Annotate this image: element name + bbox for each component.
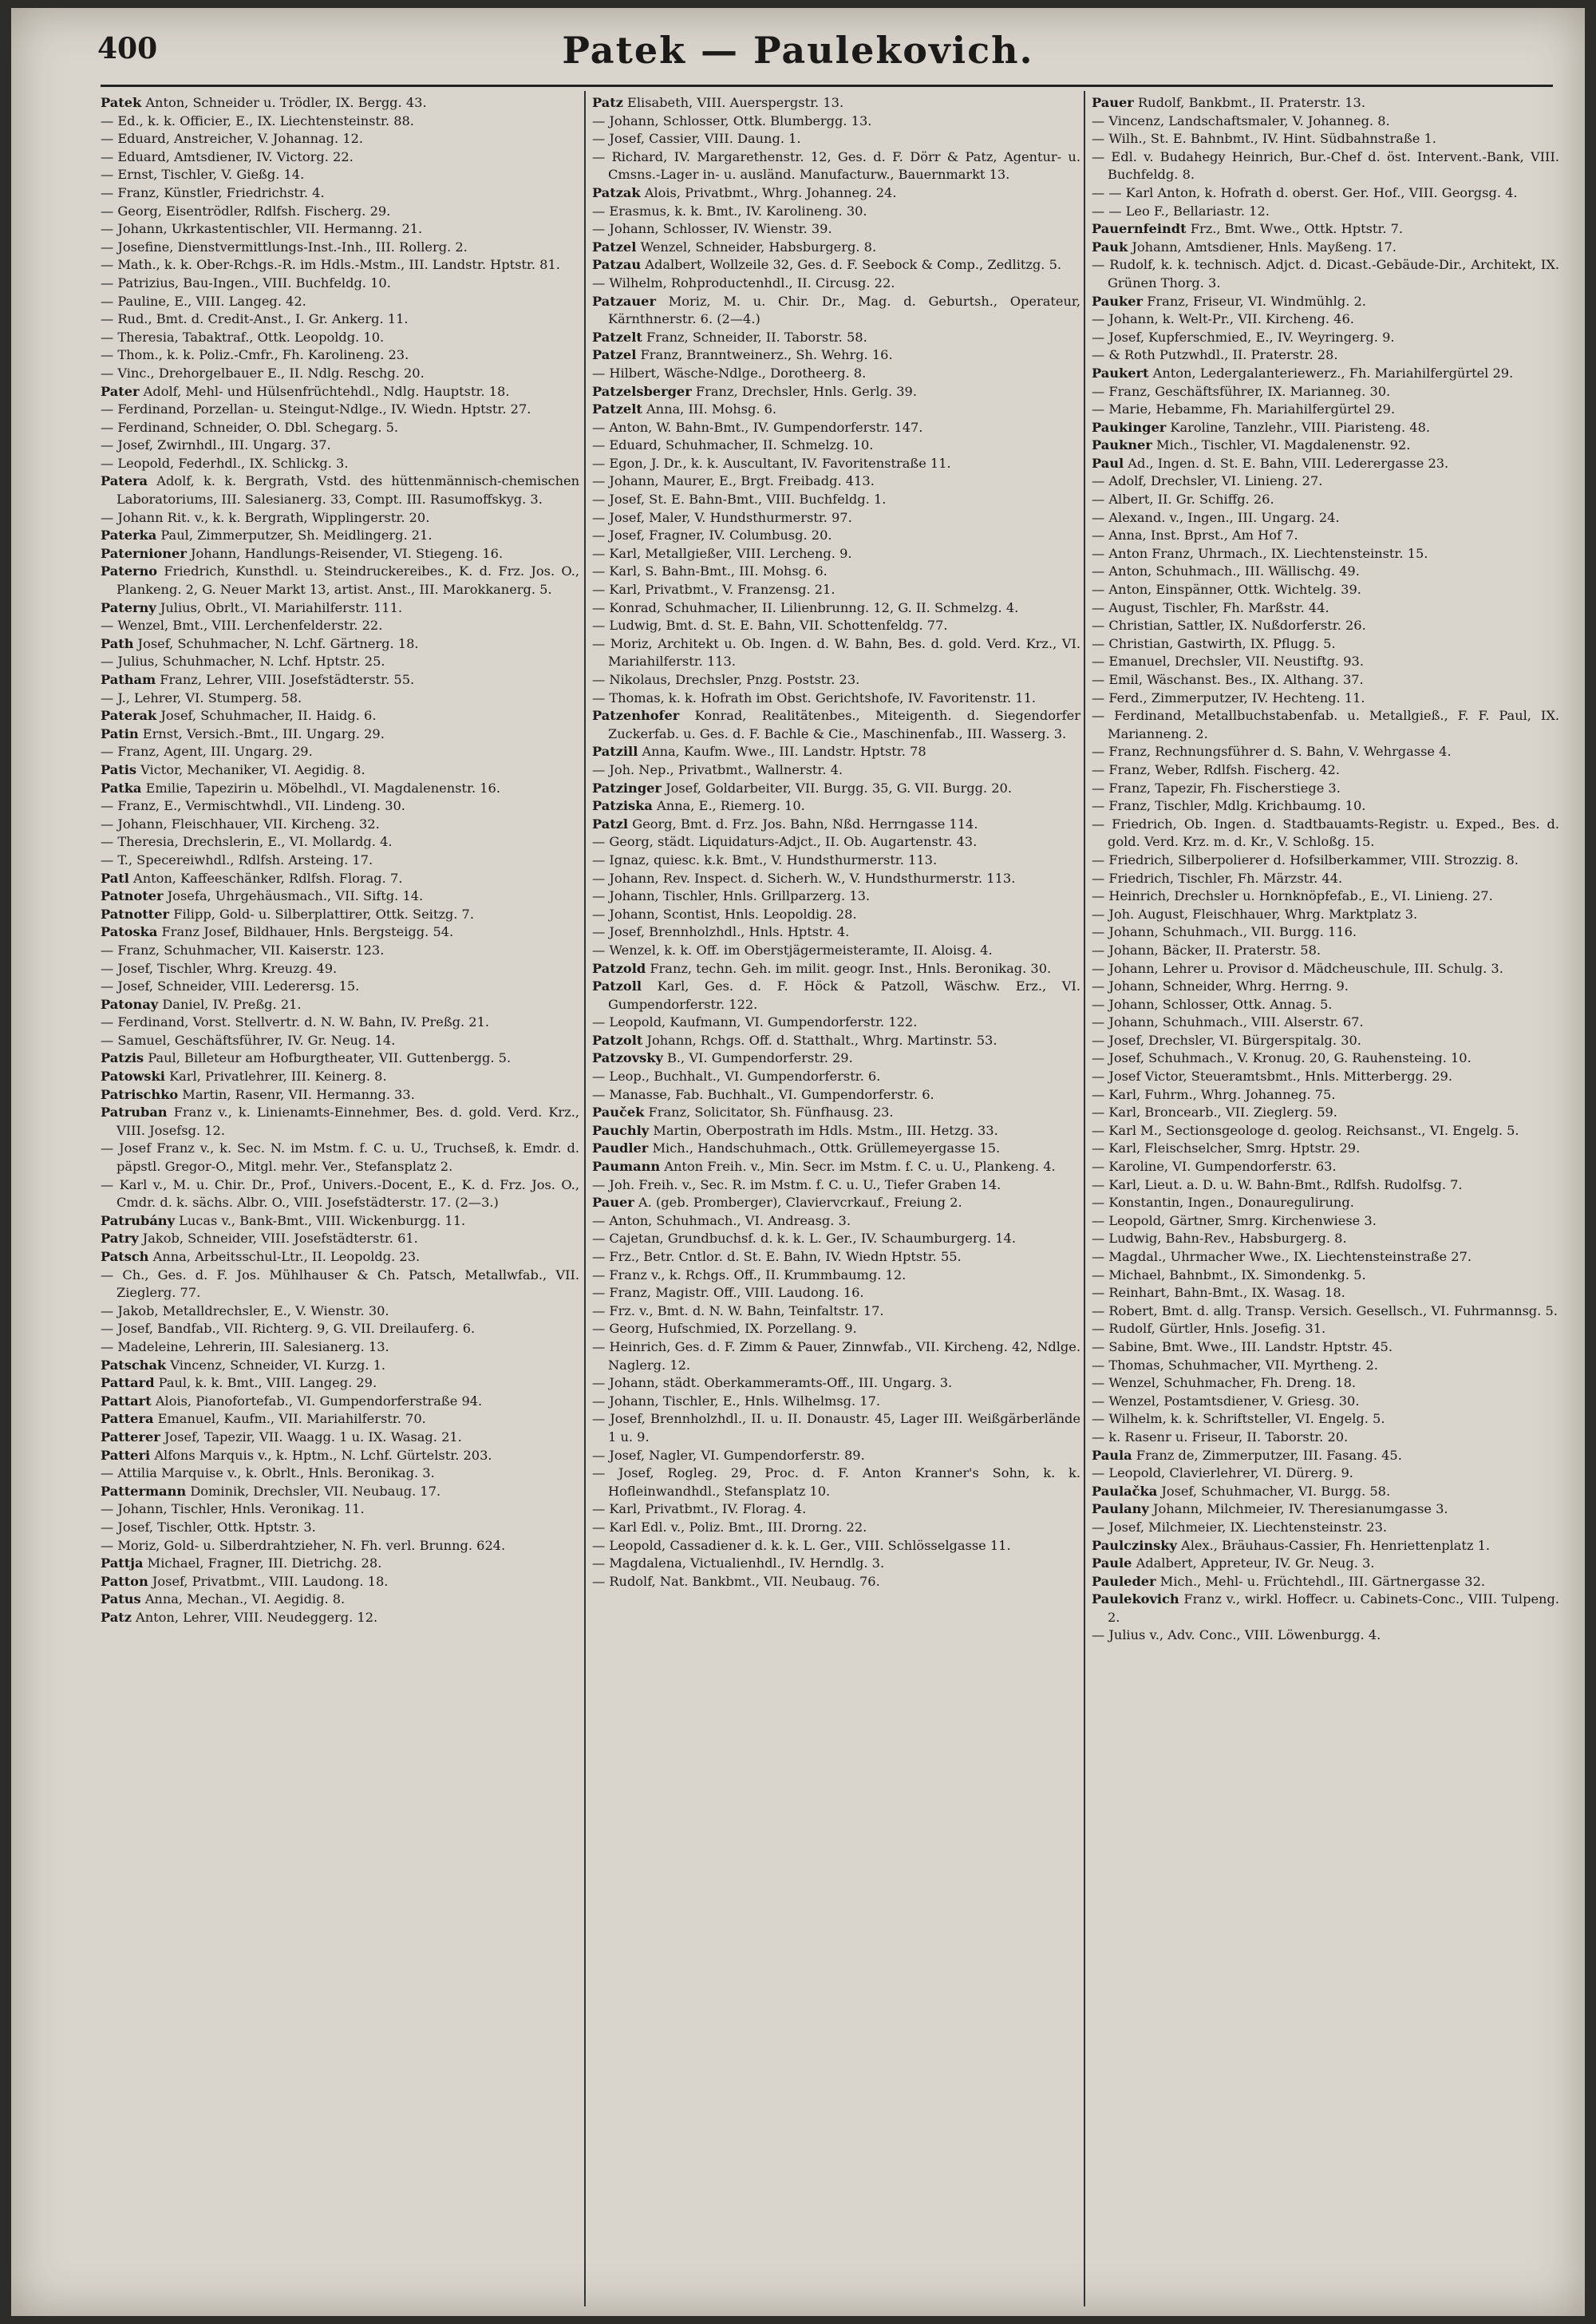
directory-entry: — Johann, Schlosser, Ottk. Blumbergg. 13. — [592, 113, 872, 128]
directory-entry: Patera Adolf, k. k. Bergrath, Vstd. des hüttenmännisch-chemischen Laboratoriums, III. Salesianerg. 33, Compt. III. Rasumoffskyg. 3. — [101, 473, 579, 508]
directory-entry: — Konrad, Schuhmacher, II. Lilienbrunng. 12, G. II. Schmelzg. 4. — [592, 599, 1019, 615]
directory-entry: Paul Ad., Ingen. d. St. E. Bahn, VIII. Lederergasse 23. — [1092, 455, 1449, 471]
directory-entry: Pauček Franz, Solicitator, Sh. Fünfhausg. 23. — [592, 1105, 894, 1120]
directory-entry: — Anton, W. Bahn-Bmt., IV. Gumpendorferstr. 147. — [592, 419, 923, 435]
directory-entry: — Josef, Schneider, VIII. Lederersg. 15. — [101, 978, 360, 994]
directory-entry: — Pauline, E., VIII. Langeg. 42. — [101, 293, 306, 309]
directory-entry: — Thomas, Schuhmacher, VII. Myrtheng. 2. — [1092, 1357, 1378, 1373]
directory-entry: — Eduard, Amtsdiener, IV. Victorg. 22. — [101, 148, 354, 164]
directory-entry: — Anna, Inst. Bprst., Am Hof 7. — [1092, 528, 1298, 543]
directory-entry: — Friedrich, Silberpolierer d. Hofsilberkammer, VIII. Strozzig. 8. — [1092, 852, 1519, 868]
directory-entry: Path Josef, Schuhmacher, N. Lchf. Gärtnerg. 18. — [101, 635, 419, 651]
directory-entry: — Theresia, Drechslerin, E., VI. Mollardg. 4. — [101, 834, 393, 850]
directory-entry: — Rudolf, k. k. technisch. Adjct. d. Dicast.-Gebäude-Dir., Architekt, IX. Grünen Thorg. 3. — [1092, 257, 1559, 290]
directory-entry: — Hilbert, Wäsche-Ndlge., Dorotheerg. 8. — [592, 365, 867, 381]
directory-entry: Patzoll Karl, Ges. d. F. Höck & Patzoll, Wäschw. Erz., VI. Gumpendorferstr. 122. — [592, 978, 1080, 1012]
directory-entry: — Ludwig, Bmt. d. St. E. Bahn, VII. Schottenfeldg. 77. — [592, 618, 948, 634]
directory-entry: — Ch., Ges. d. F. Jos. Mühlhauser & Ch. Patsch, Metallwfab., VII. Zieglerg. 77. — [101, 1267, 579, 1301]
directory-entry: Patzel Wenzel, Schneider, Habsburgerg. 8. — [592, 239, 877, 255]
directory-entry: — Johann, k. Welt-Pr., VII. Kircheng. 46. — [1092, 311, 1354, 327]
directory-entry: Patsch Anna, Arbeitsschul-Ltr., II. Leopoldg. 23. — [101, 1249, 421, 1264]
directory-entry: — Anton, Schuhmach., VI. Andreasg. 3. — [592, 1212, 851, 1228]
directory-entry: — Eduard, Anstreicher, V. Johannag. 12. — [101, 131, 364, 147]
directory-entry: — Franz, Weber, Rdlfsh. Fischerg. 42. — [1092, 761, 1340, 777]
directory-entry: — Rudolf, Gürtler, Hnls. Josefig. 31. — [1092, 1321, 1326, 1337]
directory-entry: — Wenzel, k. k. Off. im Oberstjägermeisteramte, II. Aloisg. 4. — [592, 942, 993, 958]
directory-entry: — Franz, Künstler, Friedrichstr. 4. — [101, 184, 325, 200]
directory-entry: — Johann, Schuhmach., VII. Burgg. 116. — [1092, 924, 1357, 940]
directory-entry: — Thom., k. k. Poliz.-Cmfr., Fh. Karolineng. 23. — [101, 347, 409, 363]
directory-entry: Pauk Johann, Amtsdiener, Hnls. Mayßeng. 17. — [1092, 239, 1396, 255]
directory-entry: — Franz, Tischler, Mdlg. Krichbaumg. 10. — [1092, 798, 1366, 814]
directory-entry: — Anton Franz, Uhrmach., IX. Liechtensteinstr. 15. — [1092, 545, 1428, 561]
page-number: 400 — [97, 32, 158, 65]
directory-entry: — Nikolaus, Drechsler, Pnzg. Poststr. 23. — [592, 672, 860, 687]
directory-entry: Patzold Franz, techn. Geh. im milit. geogr. Inst., Hnls. Beronikag. 30. — [592, 960, 1052, 976]
directory-entry: — Franz, Tapezir, Fh. Fischerstiege 3. — [1092, 780, 1341, 796]
directory-entry: — Johann, Rev. Inspect. d. Sicherh. W., V. Hundsthurmerstr. 113. — [592, 870, 1016, 886]
directory-entry: — Josef, Bandfab., VII. Richterg. 9, G. VII. Dreilauferg. 6. — [101, 1321, 476, 1337]
page-title: Patek — Paulekovich. — [562, 29, 1034, 72]
directory-entry: Paternioner Johann, Handlungs-Reisender, VI. Stiegeng. 16. — [101, 545, 504, 561]
directory-entry: Patham Franz, Lehrer, VIII. Josefstädterstr. 55. — [101, 672, 415, 687]
directory-entry: Patzolt Johann, Rchgs. Off. d. Statthalt., Whrg. Martinstr. 53. — [592, 1032, 998, 1048]
directory-entry: — Wilh., St. E. Bahnbmt., IV. Hint. Südbahnstraße 1. — [1092, 131, 1436, 147]
directory-entry: — Samuel, Geschäftsführer, IV. Gr. Neug. 14. — [101, 1032, 396, 1048]
directory-entry: Pauernfeindt Frz., Bmt. Wwe., Ottk. Hptstr. 7. — [1092, 221, 1404, 237]
directory-entry: — Wenzel, Bmt., VIII. Lerchenfelderstr. 22. — [101, 618, 383, 634]
directory-entry: — Reinhart, Bahn-Bmt., IX. Wasag. 18. — [1092, 1285, 1345, 1301]
column-3 — [1092, 94, 1559, 2305]
directory-entry: — Richard, IV. Margarethenstr. 12, Ges. d. F. Dörr & Patz, Agentur- u. Cmsns.-Lager in- u. ausländ. Manufacturw., Bauernmarkt 13. — [592, 148, 1080, 183]
directory-entry: — Karoline, VI. Gumpendorferstr. 63. — [1092, 1159, 1337, 1175]
directory-entry: — Ed., k. k. Officier, E., IX. Liechtensteinstr. 88. — [101, 113, 414, 128]
directory-entry: — T., Specereiwhdl., Rdlfsh. Arsteing. 17. — [101, 852, 373, 868]
directory-entry: — Heinrich, Drechsler u. Hornknöpfefab., E., VI. Linieng. 27. — [1092, 888, 1493, 904]
directory-entry: — Josef, Rogleg. 29, Proc. d. F. Anton Kranner's Sohn, k. k. Hofleinwandhdl., Stefansplatz 10. — [592, 1465, 1080, 1499]
directory-entry: — Emil, Wäschanst. Bes., IX. Althang. 37. — [1092, 672, 1364, 687]
directory-entry: — Albert, II. Gr. Schiffg. 26. — [1092, 492, 1274, 508]
directory-entry: — Johann, Tischler, E., Hnls. Wilhelmsg. 17. — [592, 1393, 881, 1409]
directory-entry: — Karl, Privatbmt., IV. Florag. 4. — [592, 1501, 807, 1517]
directory-entry: — Franz v., k. Rchgs. Off., II. Krummbaumg. 12. — [592, 1267, 907, 1283]
directory-entry: — Julius v., Adv. Conc., VIII. Löwenburgg. 4. — [1092, 1627, 1381, 1643]
directory-entry: — Ludwig, Bahn-Rev., Habsburgerg. 8. — [1092, 1231, 1347, 1247]
column-2 — [592, 94, 1080, 2305]
directory-entry: — Josef Franz v., k. Sec. N. im Mstm. f. C. u. U., Truchseß, k. Emdr. d. päpstl. Gregor-O., Mitgl. mehr. Ver., Stefansplatz 2. — [101, 1140, 579, 1175]
directory-entry: — Ernst, Tischler, V. Gießg. 14. — [101, 167, 305, 183]
directory-entry: — Frz., Betr. Cntlor. d. St. E. Bahn, IV. Wiedn Hptstr. 55. — [592, 1249, 962, 1264]
directory-entry: — Franz, E., Vermischtwhdl., VII. Lindeng. 30. — [101, 798, 405, 814]
directory-entry: Patzis Paul, Billeteur am Hofburgtheater, VII. Guttenbergg. 5. — [101, 1050, 512, 1066]
directory-entry: Patton Josef, Privatbmt., VIII. Laudong. 18. — [101, 1573, 389, 1589]
directory-entry: — Josef, Cassier, VIII. Daung. 1. — [592, 131, 801, 147]
directory-entry: — & Roth Putzwhdl., II. Praterstr. 28. — [1092, 347, 1338, 363]
directory-entry: Patus Anna, Mechan., VI. Aegidig. 8. — [101, 1591, 346, 1607]
directory-entry: — Patrizius, Bau-Ingen., VIII. Buchfeldg. 10. — [101, 275, 391, 290]
directory-entry: Pattart Alois, Pianofortefab., VI. Gumpendorferstraße 94. — [101, 1393, 483, 1409]
directory-entry: — Ignaz, quiesc. k.k. Bmt., V. Hundsthurmerstr. 113. — [592, 852, 938, 868]
directory-entry: Patzl Georg, Bmt. d. Frz. Jos. Bahn, Nßd. Herrngasse 114. — [592, 816, 978, 832]
directory-entry: Patzau Adalbert, Wollzeile 32, Ges. d. F. Seebock & Comp., Zedlitzg. 5. — [592, 257, 1062, 273]
column-1 — [101, 94, 579, 2305]
directory-entry: — Thomas, k. k. Hofrath im Obst. Gerichtshofe, IV. Favoritenstr. 11. — [592, 690, 1037, 706]
directory-entry: — Josef, Fragner, IV. Columbusg. 20. — [592, 528, 832, 543]
directory-entry: — Josef, Milchmeier, IX. Liechtensteinstr. 23. — [1092, 1519, 1388, 1535]
directory-entry: — Karl M., Sectionsgeologe d. geolog. Reichsanst., VI. Engelg. 5. — [1092, 1122, 1519, 1138]
directory-entry: — Leopold, Gärtner, Smrg. Kirchenwiese 3. — [1092, 1212, 1377, 1228]
directory-entry: — Heinrich, Ges. d. F. Zimm & Pauer, Zinnwfab., VII. Kircheng. 42, Ndlge. Naglerg. 12. — [592, 1338, 1080, 1373]
directory-entry: — Manasse, Fab. Buchhalt., VI. Gumpendorferstr. 6. — [592, 1086, 934, 1102]
directory-entry: — Josef, Nagler, VI. Gumpendorferstr. 89. — [592, 1447, 865, 1463]
directory-entry: Paule Adalbert, Appreteur, IV. Gr. Neug. 3. — [1092, 1555, 1375, 1571]
directory-entry: — Alexand. v., Ingen., III. Ungarg. 24. — [1092, 509, 1340, 525]
directory-entry: — Josef, Drechsler, VI. Bürgerspitalg. 30. — [1092, 1032, 1361, 1048]
directory-entry: — J., Lehrer, VI. Stumperg. 58. — [101, 690, 302, 706]
directory-entry: — Franz, Rechnungsführer d. S. Bahn, V. Wehrgasse 4. — [1092, 744, 1452, 760]
directory-entry: Patzinger Josef, Goldarbeiter, VII. Burgg. 35, G. VII. Burgg. 20. — [592, 780, 1012, 796]
directory-entry: Paukner Mich., Tischler, VI. Magdalenenstr. 92. — [1092, 437, 1411, 453]
directory-entry: Patruban Franz v., k. Linienamts-Einnehmer, Bes. d. gold. Verd. Krz., VIII. Josefsg. 12. — [101, 1105, 579, 1138]
directory-entry: — Josef, Brennholzhdl., II. u. II. Donaustr. 45, Lager III. Weißgärberlände 1 u. 9. — [592, 1411, 1080, 1445]
directory-entry: — Magdalena, Victualienhdl., IV. Herndlg. 3. — [592, 1555, 885, 1571]
directory-entry: Pattard Paul, k. k. Bmt., VIII. Langeg. 29. — [101, 1375, 377, 1391]
directory-entry: — Georg, Eisentrödler, Rdlfsh. Fischerg. 29. — [101, 203, 391, 219]
directory-entry: — Johann, Scontist, Hnls. Leopoldig. 28. — [592, 906, 857, 922]
directory-entry: — k. Rasenr u. Friseur, II. Taborstr. 20. — [1092, 1429, 1349, 1445]
directory-entry: Patzelt Anna, III. Mohsg. 6. — [592, 401, 777, 417]
header-rule — [101, 85, 1553, 87]
directory-entry: Paulczinsky Alex., Bräuhaus-Cassier, Fh. Henriettenplatz 1. — [1092, 1537, 1491, 1553]
directory-entry: — Joh. August, Fleischhauer, Whrg. Marktplatz 3. — [1092, 906, 1418, 922]
directory-entry: Pauchly Martin, Oberpostrath im Hdls. Mstm., III. Hetzg. 33. — [592, 1122, 998, 1138]
directory-entry: — Franz, Geschäftsführer, IX. Marianneg. 30. — [1092, 383, 1391, 399]
directory-entry: — Ferd., Zimmerputzer, IV. Hechteng. 11. — [1092, 690, 1365, 706]
directory-entry: Patzill Anna, Kaufm. Wwe., III. Landstr. Hptstr. 78 — [592, 744, 926, 760]
directory-entry: — Madeleine, Lehrerin, III. Salesianerg. 13. — [101, 1338, 389, 1354]
directory-entry: — Erasmus, k. k. Bmt., IV. Karolineng. 30. — [592, 203, 867, 219]
directory-entry: — Johann, Tischler, Hnls. Grillparzerg. 13. — [592, 888, 871, 904]
directory-entry: — Adolf, Drechsler, VI. Linieng. 27. — [1092, 473, 1323, 489]
directory-entry: Pauleder Mich., Mehl- u. Früchtehdl., III. Gärtnergasse 32. — [1092, 1573, 1486, 1589]
directory-entry: — Theresia, Tabaktraf., Ottk. Leopoldg. 10. — [101, 329, 385, 345]
directory-entry: — Vinc., Drehorgelbauer E., II. Ndlg. Reschg. 20. — [101, 365, 425, 381]
directory-entry: Pauer A. (geb. Promberger), Claviervcrkauf., Freiung 2. — [592, 1195, 962, 1211]
directory-entry: Patnotter Filipp, Gold- u. Silberplattirer, Ottk. Seitzg. 7. — [101, 906, 474, 922]
directory-entry: — Frz. v., Bmt. d. N. W. Bahn, Teinfaltstr. 17. — [592, 1302, 884, 1318]
directory-entry: Patzelsberger Franz, Drechsler, Hnls. Gerlg. 39. — [592, 383, 918, 399]
column-divider-2 — [1084, 91, 1085, 2306]
directory-entry: — Leopold, Cassadiener d. k. k. L. Ger., VIII. Schlösselgasse 11. — [592, 1537, 1011, 1553]
directory-entry: — Franz, Schuhmacher, VII. Kaiserstr. 123. — [101, 942, 385, 958]
directory-entry: Patterer Josef, Tapezir, VII. Waagg. 1 u. IX. Wasag. 21. — [101, 1429, 462, 1445]
directory-entry: — Johann Rit. v., k. k. Bergrath, Wipplingerstr. 20. — [101, 509, 430, 525]
directory-entry: — Franz, Agent, III. Ungarg. 29. — [101, 744, 313, 760]
directory-entry: — Konstantin, Ingen., Donauregulirung. — [1092, 1195, 1354, 1211]
directory-entry: — Johann, Fleischhauer, VII. Kircheng. 32. — [101, 816, 380, 832]
directory-entry: Patz Elisabeth, VIII. Auerspergstr. 13. — [592, 95, 844, 110]
directory-entry: — Karl, Privatbmt., V. Franzensg. 21. — [592, 582, 836, 598]
directory-page — [11, 8, 1585, 2316]
directory-entry: — Johann, Tischler, Hnls. Veronikag. 11. — [101, 1501, 365, 1517]
directory-entry: — Josef, Brennholzhdl., Hnls. Hptstr. 4. — [592, 924, 850, 940]
directory-entry: Patrubány Lucas v., Bank-Bmt., VIII. Wickenburgg. 11. — [101, 1212, 466, 1228]
directory-entry: — Josef, Kupferschmied, E., IV. Weyringerg. 9. — [1092, 329, 1395, 345]
directory-entry: — Math., k. k. Ober-Rchgs.-R. im Hdls.-Mstm., III. Landstr. Hptstr. 81. — [101, 257, 560, 273]
directory-entry: — Josefine, Dienstvermittlungs-Inst.-Inh., III. Rollerg. 2. — [101, 239, 468, 255]
directory-entry: Paterak Josef, Schuhmacher, II. Haidg. 6. — [101, 708, 377, 724]
directory-entry: — August, Tischler, Fh. Marßstr. 44. — [1092, 599, 1329, 615]
directory-entry: — Michael, Bahnbmt., IX. Simondenkg. 5. — [1092, 1267, 1366, 1283]
directory-entry: Pauker Franz, Friseur, VI. Windmühlg. 2. — [1092, 293, 1366, 309]
directory-entry: Patzauer Moriz, M. u. Chir. Dr., Mag. d. Geburtsh., Operateur, Kärnthnerstr. 6. (2—4.) — [592, 293, 1080, 327]
directory-entry: — Josef, Maler, V. Hundsthurmerstr. 97. — [592, 509, 852, 525]
directory-entry: — Karl, S. Bahn-Bmt., III. Mohsg. 6. — [592, 563, 828, 579]
directory-entry: — Ferdinand, Porzellan- u. Steingut-Ndlge., IV. Wiedn. Hptstr. 27. — [101, 401, 531, 417]
directory-entry: Patzenhofer Konrad, Realitätenbes., Miteigenth. d. Siegendorfer Zuckerfab. u. Ges. d. F. Bachle & Cie., Maschinenfab., III. Wasserg. 3. — [592, 708, 1080, 741]
directory-entry: — Ferdinand, Schneider, O. Dbl. Schegarg. 5. — [101, 419, 399, 435]
directory-entry: — — Karl Anton, k. Hofrath d. oberst. Ger. Hof., VIII. Georgsg. 4. — [1092, 184, 1518, 200]
directory-entry: — Ferdinand, Metallbuchstabenfab. u. Metallgieß., F. F. Paul, IX. Marianneng. 2. — [1092, 708, 1559, 741]
directory-entry: — Johann, städt. Oberkammeramts-Off., III. Ungarg. 3. — [592, 1375, 953, 1391]
directory-entry: Patoska Franz Josef, Bildhauer, Hnls. Bergsteigg. 54. — [101, 924, 454, 940]
directory-entry: Patzel Franz, Branntweinerz., Sh. Wehrg. 16. — [592, 347, 893, 363]
directory-entry: — Wilhelm, Rohproductenhdl., II. Circusg. 22. — [592, 275, 895, 290]
directory-entry: Paumann Anton Freih. v., Min. Secr. im Mstm. f. C. u. U., Plankeng. 4. — [592, 1159, 1056, 1175]
directory-entry: Patziska Anna, E., Riemerg. 10. — [592, 798, 805, 814]
directory-entry: Paterny Julius, Obrlt., VI. Mariahilferstr. 111. — [101, 599, 403, 615]
directory-entry: Pattera Emanuel, Kaufm., VII. Mariahilferstr. 70. — [101, 1411, 426, 1427]
directory-entry: — Johann, Ukrkastentischler, VII. Hermanng. 21. — [101, 221, 423, 237]
directory-entry: — Friedrich, Tischler, Fh. Märzstr. 44. — [1092, 870, 1343, 886]
directory-entry: Patowski Karl, Privatlehrer, III. Keinerg. 8. — [101, 1069, 387, 1085]
directory-entry: — Karl, Broncearb., VII. Zieglerg. 59. — [1092, 1105, 1337, 1120]
directory-entry: Patrischko Martin, Rasenr, VII. Hermanng. 33. — [101, 1086, 415, 1102]
directory-entry: — Johann, Lehrer u. Provisor d. Mädcheuschule, III. Schulg. 3. — [1092, 960, 1503, 976]
directory-entry: — Josef, Schuhmach., V. Kronug. 20, G. Rauhensteing. 10. — [1092, 1050, 1472, 1066]
directory-entry: — Rud., Bmt. d. Credit-Anst., I. Gr. Ankerg. 11. — [101, 311, 409, 327]
directory-entry: — — Leo F., Bellariastr. 12. — [1092, 203, 1270, 219]
directory-entry: Paulany Johann, Milchmeier, IV. Theresianumgasse 3. — [1092, 1501, 1448, 1517]
directory-entry: Pater Adolf, Mehl- und Hülsenfrüchtehdl., Ndlg. Hauptstr. 18. — [101, 383, 510, 399]
directory-entry: — Leop., Buchhalt., VI. Gumpendorferstr. 6. — [592, 1069, 881, 1085]
directory-entry: — Rudolf, Nat. Bankbmt., VII. Neubaug. 76. — [592, 1573, 880, 1589]
directory-entry: Patka Emilie, Tapezirin u. Möbelhdl., VI. Magdalenenstr. 16. — [101, 780, 500, 796]
directory-entry: — Franz, Magistr. Off., VIII. Laudong. 16. — [592, 1285, 864, 1301]
directory-entry: — Johann, Schuhmach., VIII. Alserstr. 67. — [1092, 1014, 1364, 1030]
directory-entry: — Karl, Fleischselcher, Smrg. Hptstr. 29. — [1092, 1140, 1361, 1156]
directory-entry: Paula Franz de, Zimmerputzer, III. Fasang. 45. — [1092, 1447, 1402, 1463]
directory-entry: Paudler Mich., Handschuhmach., Ottk. Grüllemeyergasse 15. — [592, 1140, 1001, 1156]
directory-entry: — Julius, Schuhmacher, N. Lchf. Hptstr. 25. — [101, 654, 385, 670]
directory-entry: Patek Anton, Schneider u. Trödler, IX. Bergg. 43. — [101, 95, 427, 110]
directory-entry: — Johann, Bäcker, II. Praterstr. 58. — [1092, 942, 1321, 958]
directory-entry: Pattja Michael, Fragner, III. Dietrichg. 28. — [101, 1555, 382, 1571]
directory-entry: — Marie, Hebamme, Fh. Mariahilfergürtel 29. — [1092, 401, 1396, 417]
directory-entry: Paterka Paul, Zimmerputzer, Sh. Meidlingerg. 21. — [101, 528, 433, 543]
directory-entry: Patzak Alois, Privatbmt., Whrg. Johanneg. 24. — [592, 184, 897, 200]
directory-entry: Pattermann Dominik, Drechsler, VII. Neubaug. 17. — [101, 1483, 441, 1499]
directory-entry: — Karl, Lieut. a. D. u. W. Bahn-Bmt., Rdlfsh. Rudolfsg. 7. — [1092, 1176, 1463, 1192]
directory-entry: — Ferdinand, Vorst. Stellvertr. d. N. W. Bahn, IV. Preßg. 21. — [101, 1014, 490, 1030]
directory-entry: Paulekovich Franz v., wirkl. Hoffecr. u. Cabinets-Conc., VIII. Tulpeng. 2. — [1092, 1591, 1559, 1625]
directory-entry: — Leopold, Kaufmann, VI. Gumpendorferstr. 122. — [592, 1014, 918, 1030]
directory-entry: — Anton, Schuhmach., III. Wällischg. 49. — [1092, 563, 1360, 579]
directory-entry: — Johann, Schlosser, IV. Wienstr. 39. — [592, 221, 832, 237]
directory-entry: Patl Anton, Kaffeeschänker, Rdlfsh. Florag. 7. — [101, 870, 403, 886]
directory-entry: — Attilia Marquise v., k. Obrlt., Hnls. Beronikag. 3. — [101, 1465, 435, 1481]
directory-entry: — Leopold, Clavierlehrer, VI. Dürerg. 9. — [1092, 1465, 1353, 1481]
directory-entry: — Christian, Gastwirth, IX. Pflugg. 5. — [1092, 635, 1336, 651]
directory-entry: Patry Jakob, Schneider, VIII. Josefstädterstr. 61. — [101, 1231, 418, 1247]
directory-entry: Patschak Vincenz, Schneider, VI. Kurzg. 1. — [101, 1357, 386, 1373]
directory-entry: Patonay Daniel, IV. Preßg. 21. — [101, 996, 302, 1012]
column-divider-1 — [584, 91, 586, 2306]
directory-entry: Pauer Rudolf, Bankbmt., II. Praterstr. 13. — [1092, 95, 1365, 110]
directory-entry: Patz Anton, Lehrer, VIII. Neudeggerg. 12. — [101, 1609, 378, 1625]
directory-entry: — Eduard, Schuhmacher, II. Schmelzg. 10. — [592, 437, 874, 453]
directory-entry: — Georg, städt. Liquidaturs-Adjct., II. Ob. Augartenstr. 43. — [592, 834, 978, 850]
directory-entry: — Moriz, Gold- u. Silberdrahtzieher, N. Fh. verl. Brunng. 624. — [101, 1537, 506, 1553]
directory-entry: Paukert Anton, Ledergalanteriewerz., Fh. Mariahilfergürtel 29. — [1092, 365, 1514, 381]
directory-entry: Paterno Friedrich, Kunsthdl. u. Steindruckereibes., K. d. Frz. Jos. O., Plankeng. 2, G. Neuer Markt 13, artist. Anst., III. Marokkanerg. 5. — [101, 563, 579, 598]
directory-entry: Patteri Alfons Marquis v., k. Hptm., N. Lchf. Gürtelstr. 203. — [101, 1447, 492, 1463]
directory-entry: Patzelt Franz, Schneider, II. Taborstr. 58. — [592, 329, 867, 345]
directory-entry: — Sabine, Bmt. Wwe., III. Landstr. Hptstr. 45. — [1092, 1338, 1393, 1354]
directory-entry: — Josef, Tischler, Whrg. Kreuzg. 49. — [101, 960, 338, 976]
directory-entry: — Josef, Tischler, Ottk. Hptstr. 3. — [101, 1519, 316, 1535]
directory-entry: — Egon, J. Dr., k. k. Auscultant, IV. Favoritenstraße 11. — [592, 455, 951, 471]
directory-entry: Patzovsky B., VI. Gumpendorferstr. 29. — [592, 1050, 853, 1066]
directory-entry: — Karl v., M. u. Chir. Dr., Prof., Univers.-Docent, E., K. d. Frz. Jos. O., Cmdr. d. k. sächs. Albr. O., VIII. Josefstädterstr. 17. (2—3.) — [101, 1176, 579, 1211]
directory-entry: — Johann, Schlosser, Ottk. Annag. 5. — [1092, 996, 1333, 1012]
directory-entry: — Jakob, Metalldrechsler, E., V. Wienstr. 30. — [101, 1302, 389, 1318]
directory-entry: — Johann, Maurer, E., Brgt. Freibadg. 413. — [592, 473, 875, 489]
directory-entry: — Moriz, Architekt u. Ob. Ingen. d. W. Bahn, Bes. d. gold. Verd. Krz., VI. Mariahilferstr. 113. — [592, 635, 1080, 670]
directory-entry: — Cajetan, Grundbuchsf. d. k. k. L. Ger., IV. Schaumburgerg. 14. — [592, 1231, 1016, 1247]
directory-entry: — Wenzel, Postamtsdiener, V. Griesg. 30. — [1092, 1393, 1360, 1409]
directory-entry: — Karl Edl. v., Poliz. Bmt., III. Drorng. 22. — [592, 1519, 867, 1535]
directory-entry: — Joh. Freih. v., Sec. R. im Mstm. f. C. u. U., Tiefer Graben 14. — [592, 1176, 1001, 1192]
page-header — [11, 8, 1585, 85]
directory-entry: — Johann, Schneider, Whrg. Herrng. 9. — [1092, 978, 1349, 994]
directory-entry: Paulačka Josef, Schuhmacher, VI. Burgg. 58. — [1092, 1483, 1391, 1499]
directory-entry: — Christian, Sattler, IX. Nußdorferstr. 26. — [1092, 618, 1366, 634]
directory-entry: Patin Ernst, Versich.-Bmt., III. Ungarg. 29. — [101, 725, 385, 741]
directory-entry: — Josef Victor, Steueramtsbmt., Hnls. Mitterbergg. 29. — [1092, 1069, 1452, 1085]
directory-entry: Paukinger Karoline, Tanzlehr., VIII. Piaristeng. 48. — [1092, 419, 1431, 435]
directory-entry: — Leopold, Federhdl., IX. Schlickg. 3. — [101, 455, 349, 471]
directory-entry: — Friedrich, Ob. Ingen. d. Stadtbauamts-Registr. u. Exped., Bes. d. gold. Verd. Krz. m. d. Kr., V. Schloßg. 15. — [1092, 816, 1559, 850]
directory-entry: — Josef, Zwirnhdl., III. Ungarg. 37. — [101, 437, 331, 453]
directory-entry: — Magdal., Uhrmacher Wwe., IX. Liechtensteinstraße 27. — [1092, 1249, 1472, 1264]
directory-entry: Patis Victor, Mechaniker, VI. Aegidig. 8. — [101, 761, 365, 777]
directory-entry: — Georg, Hufschmied, IX. Porzellang. 9. — [592, 1321, 857, 1337]
directory-entry: — Emanuel, Drechsler, VII. Neustiftg. 93. — [1092, 654, 1364, 670]
directory-entry: — Joh. Nep., Privatbmt., Wallnerstr. 4. — [592, 761, 843, 777]
directory-entry: — Vincenz, Landschaftsmaler, V. Johanneg. 8. — [1092, 113, 1390, 128]
directory-entry: — Edl. v. Budahegy Heinrich, Bur.-Chef d. öst. Intervent.-Bank, VIII. Buchfeldg. 8. — [1092, 148, 1559, 183]
directory-entry: — Anton, Einspänner, Ottk. Wichtelg. 39. — [1092, 582, 1361, 598]
directory-entry: — Karl, Metallgießer, VIII. Lercheng. 9. — [592, 545, 852, 561]
directory-entry: — Robert, Bmt. d. allg. Transp. Versich. Gesellsch., VI. Fuhrmannsg. 5. — [1092, 1302, 1558, 1318]
directory-entry: — Karl, Fuhrm., Whrg. Johanneg. 75. — [1092, 1086, 1336, 1102]
directory-entry: — Wilhelm, k. k. Schriftsteller, VI. Engelg. 5. — [1092, 1411, 1385, 1427]
directory-entry: — Josef, St. E. Bahn-Bmt., VIII. Buchfeldg. 1. — [592, 492, 887, 508]
directory-entry: Patnoter Josefa, Uhrgehäusmach., VII. Siftg. 14. — [101, 888, 424, 904]
directory-entry: — Wenzel, Schuhmacher, Fh. Dreng. 18. — [1092, 1375, 1357, 1391]
